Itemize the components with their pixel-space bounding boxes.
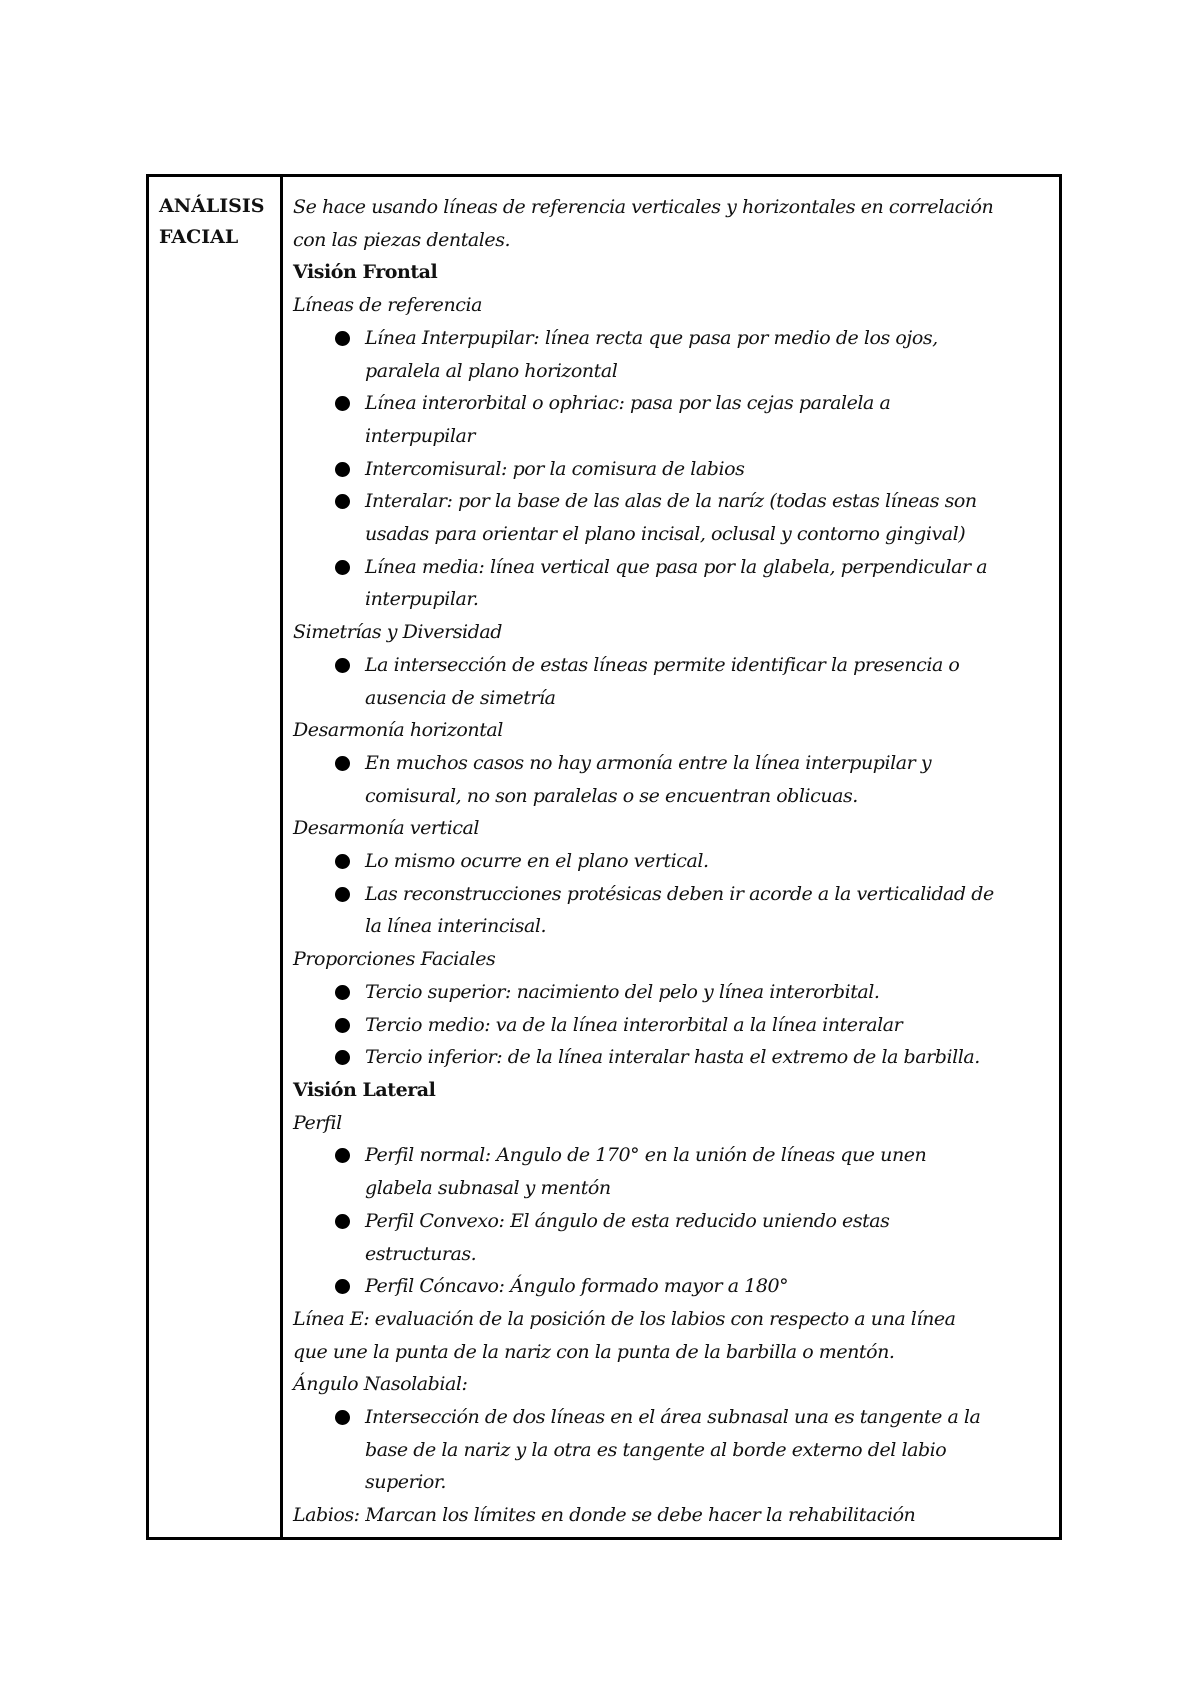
bullet-dot-icon: [335, 1410, 350, 1425]
subheading-simetrias: Simetrías y Diversidad: [293, 621, 502, 644]
bullet-dot-icon: [335, 985, 350, 1000]
bullet-dot-icon: [335, 462, 350, 477]
list-item-text: usadas para orientar el plano incisal, oclusal y contorno gingival): [365, 523, 966, 546]
bullet-dot-icon: [335, 1018, 350, 1033]
list-item-text: Línea Interpupilar: línea recta que pasa por medio de los ojos,: [365, 326, 938, 349]
linea-e-text-line-2: que une la punta de la nariz con la punta de la barbilla o mentón.: [293, 1340, 895, 1363]
list-item: [293, 845, 1053, 878]
list-item: [293, 453, 1053, 486]
list-item-text: Intercomisural: por la comisura de labios: [365, 457, 745, 480]
heading-vision-lateral: Visión Lateral: [293, 1078, 436, 1101]
list-item-text: Tercio inferior: de la línea interalar hasta el extremo de la barbilla.: [365, 1046, 980, 1069]
list-item-text: paralela al plano horizontal: [365, 359, 618, 382]
table-label-cell: [149, 177, 283, 1537]
list-item-text: Las reconstrucciones protésicas deben ir acorde a la verticalidad de: [365, 882, 994, 905]
intro-text-line-2: con las piezas dentales.: [293, 228, 511, 251]
list-item: [293, 1041, 1053, 1074]
list-item: [293, 976, 1053, 1009]
list-item-text: la línea interincisal.: [365, 915, 547, 938]
labios-text: Labios: Marcan los límites en donde se debe hacer la rehabilitación: [293, 1504, 916, 1527]
list-item-text: Línea media: línea vertical que pasa por la glabela, perpendicular a: [365, 555, 988, 578]
list-item: [293, 1401, 1053, 1499]
list-item: [293, 322, 1053, 387]
bullet-list: [293, 845, 1053, 943]
list-item-text: En muchos casos no hay armonía entre la línea interpupilar y: [365, 751, 932, 774]
list-item: [293, 649, 1053, 714]
subheading-perfil: Perfil: [293, 1111, 342, 1134]
list-item-text: Perfil Convexo: El ángulo de esta reducido uniendo estas: [365, 1209, 890, 1232]
bullet-list: [293, 322, 1053, 616]
bullet-dot-icon: [335, 854, 350, 869]
list-item: [293, 551, 1053, 616]
list-item-text: ausencia de simetría: [365, 686, 556, 709]
bullet-dot-icon: [335, 494, 350, 509]
table-label-line-1: ANÁLISIS: [159, 195, 265, 217]
subheading-angulo-nasolabial: Ángulo Nasolabial:: [293, 1373, 468, 1396]
bullet-dot-icon: [335, 396, 350, 411]
linea-e-text-line-1: Línea E: evaluación de la posición de los labios con respecto a una línea: [293, 1307, 956, 1330]
list-item-text: superior.: [365, 1471, 446, 1494]
bullet-list: [293, 1139, 1053, 1303]
list-item-text: glabela subnasal y mentón: [365, 1177, 611, 1200]
bullet-dot-icon: [335, 1279, 350, 1294]
bullet-dot-icon: [335, 756, 350, 771]
list-item: [293, 1009, 1053, 1042]
list-item-text: estructuras.: [365, 1242, 477, 1265]
heading-vision-frontal: Visión Frontal: [293, 261, 438, 284]
list-item-text: Interalar: por la base de las alas de la naríz (todas estas líneas son: [365, 490, 977, 513]
list-item-text: Tercio medio: va de la línea interorbital a la línea interalar: [365, 1013, 903, 1036]
list-item-text: Intersección de dos líneas en el área subnasal una es tangente a la: [365, 1406, 981, 1429]
list-item-text: interpupilar.: [365, 588, 479, 611]
bullet-dot-icon: [335, 560, 350, 575]
list-item-text: La intersección de estas líneas permite identificar la presencia o: [365, 653, 960, 676]
list-item: [293, 1270, 1053, 1303]
list-item-text: Lo mismo ocurre en el plano vertical.: [365, 850, 709, 873]
list-item-text: interpupilar: [365, 424, 476, 447]
subheading-proporciones: Proporciones Faciales: [293, 948, 496, 971]
list-item-text: Línea interorbital o ophriac: pasa por las cejas paralela a: [365, 392, 891, 415]
table-label-line-2: FACIAL: [159, 226, 239, 248]
bullet-list: [293, 747, 1053, 812]
intro-text-line-1: Se hace usando líneas de referencia verticales y horizontales en correlación: [293, 196, 994, 218]
list-item: [293, 485, 1053, 550]
bullet-dot-icon: [335, 1148, 350, 1163]
bullet-dot-icon: [335, 1214, 350, 1229]
subheading-desarmonia-horizontal: Desarmonía horizontal: [293, 719, 503, 742]
list-item: [293, 747, 1053, 812]
list-item-text: Perfil normal: Angulo de 170° en la unión de líneas que unen: [365, 1144, 927, 1167]
list-item: [293, 387, 1053, 452]
list-item-text: comisural, no son paralelas o se encuentran oblicuas.: [365, 784, 858, 807]
bullet-list: [293, 649, 1053, 714]
table-content-cell: [283, 177, 1059, 1537]
list-item: [293, 878, 1053, 943]
list-item-text: base de la nariz y la otra es tangente al borde externo del labio: [365, 1438, 947, 1461]
list-item: [293, 1139, 1053, 1204]
bullet-list: [293, 1401, 1053, 1499]
bullet-dot-icon: [335, 887, 350, 902]
subheading-lineas-referencia: Líneas de referencia: [293, 294, 482, 317]
list-item-text: Tercio superior: nacimiento del pelo y línea interorbital.: [365, 980, 880, 1003]
analysis-table: [146, 174, 1062, 1540]
bullet-list: [293, 976, 1053, 1074]
list-item: [293, 1205, 1053, 1270]
bullet-dot-icon: [335, 331, 350, 346]
bullet-dot-icon: [335, 1050, 350, 1065]
subheading-desarmonia-vertical: Desarmonía vertical: [293, 817, 480, 840]
list-item-text: Perfil Cóncavo: Ángulo formado mayor a 180°: [365, 1275, 789, 1298]
bullet-dot-icon: [335, 658, 350, 673]
